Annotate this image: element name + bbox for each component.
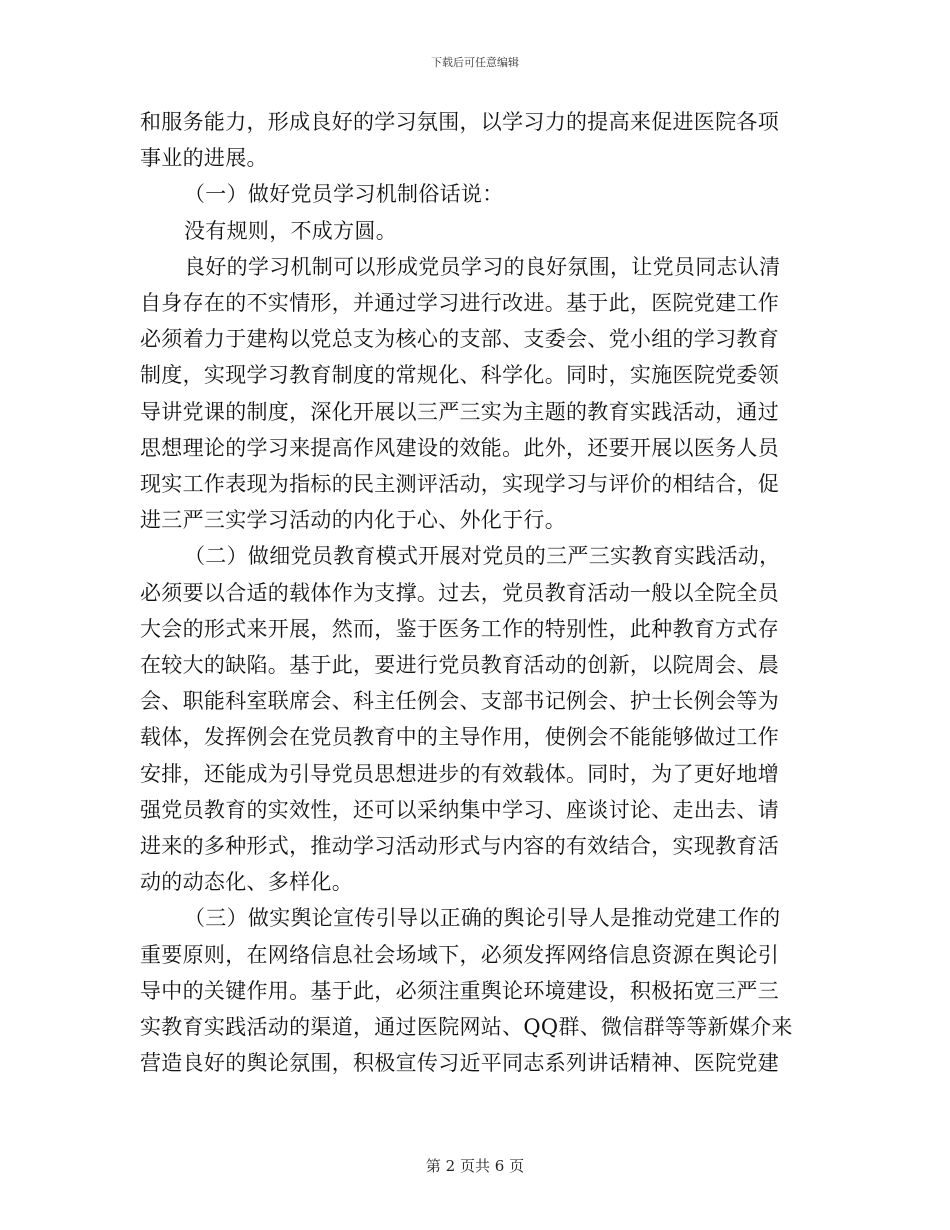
text-line: 自身存在的不实情形，并通过学习进行改进。基于此，医院党建工作 bbox=[140, 291, 779, 316]
text-line: （二）做细党员教育模式开展对党员的三严三实教育实践活动， bbox=[184, 544, 781, 569]
text-line: 和服务能力，形成良好的学习氛围，以学习力的提高来促进医院各项 bbox=[140, 110, 779, 134]
text-line: 在较大的缺陷。基于此，要进行党员教育活动的创新，以院周会、晨 bbox=[140, 653, 779, 678]
text-line: 动的动态化、多样化。 bbox=[140, 870, 353, 895]
text-line: 进来的多种形式，推动学习活动形式与内容的有效结合，实现教育活 bbox=[140, 834, 779, 859]
page-header-note: 下载后可任意编辑 bbox=[431, 56, 519, 69]
text-line: 没有规则，不成方圆。 bbox=[184, 218, 397, 243]
document-body bbox=[140, 104, 804, 1081]
text-line: 事业的进展。 bbox=[140, 146, 268, 171]
text-line: 导中的关键作用。基于此，必须注重舆论环境建设，积极拓宽三严三 bbox=[140, 978, 779, 1003]
text-line: 实教育实践活动的渠道，通过医院网站、QQ群、微信群等等新媒介来 bbox=[140, 1015, 793, 1040]
text-line: 安排，还能成为引导党员思想进步的有效载体。同时，为了更好地增 bbox=[140, 761, 779, 786]
text-line: 现实工作表现为指标的民主测评活动，实现学习与评价的相结合，促 bbox=[140, 472, 779, 497]
text-line: 必须着力于建构以党总支为核心的支部、支委会、党小组的学习教育 bbox=[140, 327, 779, 352]
text-line: （一）做好党员学习机制俗话说： bbox=[184, 182, 504, 207]
text-line: 会、职能科室联席会、科主任例会、支部书记例会、护士长例会等为 bbox=[140, 689, 779, 714]
text-line: 思想理论的学习来提高作风建设的效能。此外，还要开展以医务人员 bbox=[140, 435, 779, 460]
text-line: 重要原则，在网络信息社会场域下，必须发挥网络信息资源在舆论引 bbox=[140, 942, 779, 967]
text-line: 载体，发挥例会在党员教育中的主导作用，使例会不能能够做过工作 bbox=[140, 725, 779, 750]
text-line: 导讲党课的制度，深化开展以三严三实为主题的教育实践活动，通过 bbox=[140, 399, 779, 424]
page-number: 第 2 页共 6 页 bbox=[425, 1157, 525, 1175]
text-line: （三）做实舆论宣传引导以正确的舆论引导人是推动党建工作的 bbox=[184, 906, 781, 931]
text-line: 必须要以合适的载体作为支撑。过去，党员教育活动一般以全院全员 bbox=[140, 580, 779, 605]
text-line: 强党员教育的实效性，还可以采纳集中学习、座谈讨论、走出去、请 bbox=[140, 797, 779, 822]
text-line: 制度，实现学习教育制度的常规化、科学化。同时，实施医院党委领 bbox=[140, 363, 779, 388]
text-line: 营造良好的舆论氛围，积极宣传习近平同志系列讲话精神、医院党建 bbox=[140, 1051, 779, 1076]
text-line: 大会的形式来开展，然而，鉴于医务工作的特别性，此种教育方式存 bbox=[140, 616, 779, 641]
text-line: 良好的学习机制可以形成党员学习的良好氛围，让党员同志认清 bbox=[184, 254, 781, 279]
text-line: 进三严三实学习活动的内化于心、外化于行。 bbox=[140, 508, 566, 533]
